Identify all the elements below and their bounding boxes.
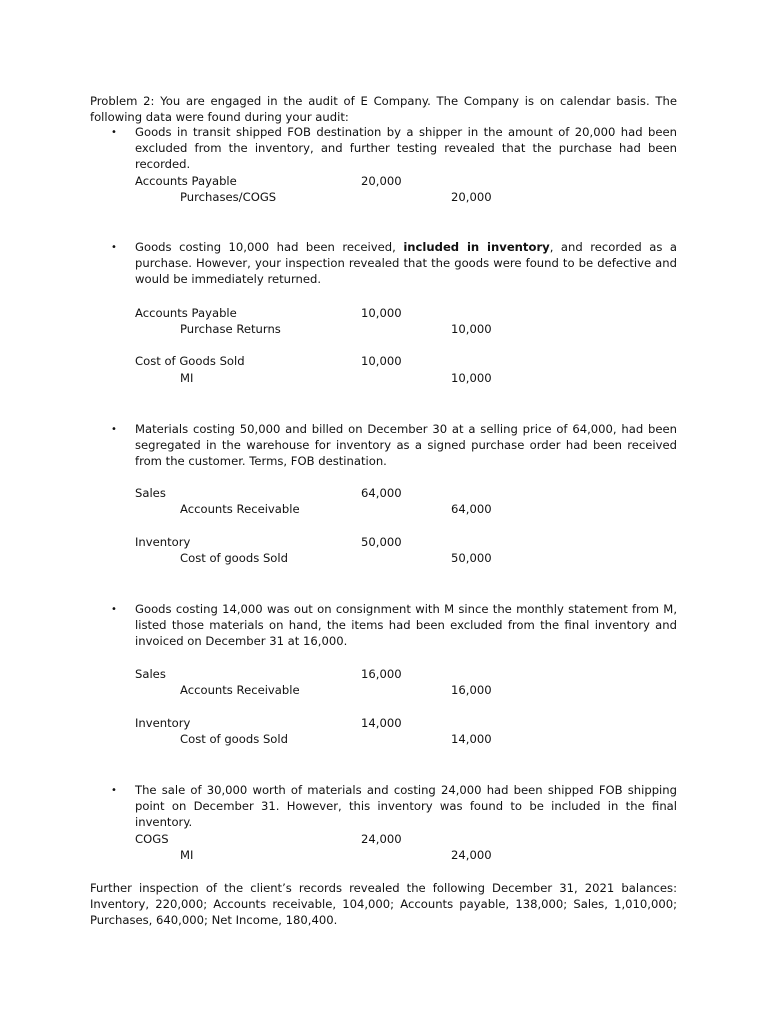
bullet-icon: • [111, 242, 117, 253]
item-text: Goods in transit shipped FOB destination by a shipper in the amount of 20,000 had been excluded from the inventory, and further testing revealed that the purchase had been recorded. [135, 125, 677, 172]
item-text: Goods costing 14,000 was out on consignment with M since the monthly statement from M, listed those materials on hand, the items had been excluded from the final inventory and invoiced on December 31 at 16,000. [135, 602, 677, 649]
debit-amount: 50,000 [361, 535, 402, 549]
debit-account: COGS [135, 832, 169, 846]
credit-amount: 24,000 [451, 848, 492, 862]
debit-account: Accounts Payable [135, 174, 237, 188]
debit-account: Sales [135, 667, 166, 681]
debit-amount: 10,000 [361, 354, 402, 368]
credit-amount: 20,000 [451, 190, 492, 204]
debit-account: Accounts Payable [135, 306, 237, 320]
credit-account: Purchase Returns [180, 322, 281, 336]
credit-amount: 50,000 [451, 551, 492, 565]
debit-amount: 64,000 [361, 486, 402, 500]
debit-account: Sales [135, 486, 166, 500]
bullet-icon: • [111, 785, 117, 796]
credit-account: Cost of goods Sold [180, 551, 288, 565]
credit-amount: 16,000 [451, 683, 492, 697]
debit-amount: 16,000 [361, 667, 402, 681]
closing-paragraph: Further inspection of the client’s records revealed the following December 31, 2021 balances: Inventory, 220,000; Accounts receivable, 104,000; Accounts payable, 138,000; Sales, 1,010,000; Purchases, 640,000; Net Income, 180,400. [90, 881, 677, 928]
debit-account: Inventory [135, 535, 191, 549]
bullet-icon: • [111, 127, 117, 138]
credit-account: MI [180, 371, 194, 385]
credit-amount: 64,000 [451, 502, 492, 516]
bullet-icon: • [111, 424, 117, 435]
debit-amount: 14,000 [361, 716, 402, 730]
problem-intro: Problem 2: You are engaged in the audit of E Company. The Company is on calendar basis. The following data were found during your audit: [90, 94, 677, 125]
item-text: Materials costing 50,000 and billed on December 30 at a selling price of 64,000, had been segregated in the warehouse for inventory as a signed purchase order had been received from the customer. Terms, FOB destination. [135, 422, 677, 469]
credit-amount: 10,000 [451, 322, 492, 336]
credit-account: Purchases/COGS [180, 190, 277, 204]
credit-account: MI [180, 848, 194, 862]
debit-amount: 10,000 [361, 306, 402, 320]
item-text: The sale of 30,000 worth of materials and costing 24,000 had been shipped FOB shipping point on December 31. However, this inventory was found to be included in the final inventory. [135, 783, 677, 830]
debit-account: Inventory [135, 716, 191, 730]
bullet-icon: • [111, 604, 117, 615]
debit-account: Cost of Goods Sold [135, 354, 245, 368]
credit-account: Accounts Receivable [180, 502, 300, 516]
debit-amount: 20,000 [361, 174, 402, 188]
credit-amount: 14,000 [451, 732, 492, 746]
credit-account: Accounts Receivable [180, 683, 300, 697]
item-text: Goods costing 10,000 had been received, included in inventory, and recorded as a purchase. However, your inspection revealed that the goods were found to be defective and would be immediately returned. [135, 240, 677, 287]
credit-amount: 10,000 [451, 371, 492, 385]
debit-amount: 24,000 [361, 832, 402, 846]
credit-account: Cost of goods Sold [180, 732, 288, 746]
